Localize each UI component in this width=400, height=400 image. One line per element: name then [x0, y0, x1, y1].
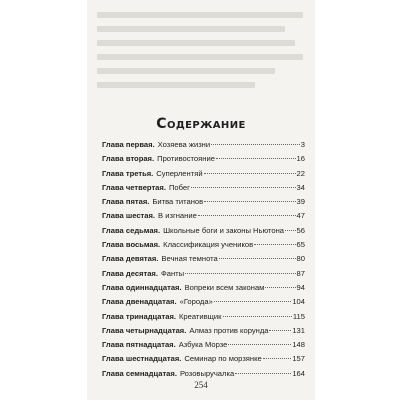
toc-chapter-title: Алмаз против корунда — [189, 325, 269, 335]
toc-chapter-label: Глава пятнадцатая. — [102, 340, 176, 350]
toc-leader-dots — [211, 144, 300, 145]
toc-chapter-label: Глава двенадцатая. — [102, 297, 177, 307]
show-through-line — [97, 68, 275, 74]
toc-entry — [102, 254, 305, 268]
toc-entry — [102, 297, 305, 311]
toc-chapter-label: Глава первая. — [102, 140, 155, 149]
toc-page-number: 115 — [292, 311, 305, 321]
toc-entry — [102, 197, 305, 211]
toc-entry — [102, 140, 305, 154]
toc-chapter-label: Глава девятая. — [102, 254, 159, 264]
toc-entry — [102, 169, 305, 183]
toc-entry — [102, 226, 305, 240]
toc-chapter-label: Глава восьмая. — [102, 240, 161, 250]
toc-page-number: 104 — [292, 297, 305, 307]
toc-chapter-label: Глава четырнадцатая. — [102, 325, 187, 335]
toc-page-number: 131 — [292, 325, 305, 335]
toc-leader-dots — [235, 373, 291, 374]
toc-leader-dots — [254, 244, 295, 245]
toc-title: Содержание — [156, 116, 246, 132]
toc-chapter-title: Фанты — [160, 268, 185, 278]
toc-page-number: 22 — [296, 168, 305, 178]
toc-chapter-label: Глава одиннадцатая. — [102, 282, 182, 292]
toc-chapter-label: Глава вторая. — [102, 154, 155, 164]
toc-entry — [102, 183, 305, 197]
toc-chapter-label: Глава тринадцатая. — [102, 311, 176, 321]
toc-chapter-title: Креативщик — [179, 311, 222, 321]
toc-leader-dots — [219, 258, 296, 259]
toc-chapter-title: Побег — [168, 182, 190, 192]
toc-chapter-title: Вечная темнота — [161, 254, 218, 264]
toc-page-number: 94 — [296, 282, 305, 292]
toc-page-number: 157 — [292, 354, 305, 364]
page-number: 254 — [194, 380, 208, 390]
toc-entry — [102, 283, 305, 297]
toc-chapter-label: Глава седьмая. — [102, 225, 161, 235]
toc-page-number: 164 — [292, 368, 305, 378]
toc-entry — [102, 154, 305, 168]
show-through-line — [97, 12, 303, 18]
toc-chapter-title: В изгнание — [158, 211, 197, 221]
toc-leader-dots — [265, 287, 295, 288]
toc-chapter-title: Хозяева жизни — [157, 140, 211, 149]
toc-page-number: 47 — [296, 211, 305, 221]
toc-leader-dots — [191, 187, 296, 188]
toc-leader-dots — [269, 330, 291, 331]
show-through-line — [97, 82, 255, 88]
toc-chapter-label: Глава четвертая. — [102, 182, 166, 192]
toc-leader-dots — [204, 173, 296, 174]
toc-list — [102, 140, 305, 383]
toc-page-number: 56 — [296, 225, 305, 235]
toc-page-number: 87 — [296, 268, 305, 278]
toc-entry — [102, 326, 305, 340]
toc-chapter-title: Розовыручалка — [179, 368, 235, 378]
show-through-line — [97, 26, 285, 32]
toc-page-number: 39 — [296, 197, 305, 207]
toc-leader-dots — [216, 158, 296, 159]
toc-leader-dots — [204, 201, 295, 202]
toc-page-number: 65 — [296, 240, 305, 250]
toc-page-number: 80 — [296, 254, 305, 264]
toc-entry — [102, 340, 305, 354]
toc-leader-dots — [198, 215, 296, 216]
toc-chapter-label: Глава шестая. — [102, 211, 156, 221]
toc-leader-dots — [223, 316, 292, 317]
toc-leader-dots — [228, 344, 291, 345]
toc-chapter-label: Глава семнадцатая. — [102, 368, 177, 378]
toc-page-number: 148 — [292, 340, 305, 350]
toc-chapter-title: Азбука Морзе — [178, 340, 228, 350]
toc-chapter-title: Противостояние — [157, 154, 215, 164]
toc-chapter-title: Классификация учеников — [163, 240, 254, 250]
toc-chapter-title: Вопреки всем законам — [184, 282, 265, 292]
toc-leader-dots — [285, 230, 296, 231]
toc-leader-dots — [214, 301, 292, 302]
toc-chapter-label: Глава десятая. — [102, 268, 158, 278]
toc-chapter-title: Битва титанов — [152, 197, 204, 207]
toc-leader-dots — [185, 273, 295, 274]
toc-entry — [102, 269, 305, 283]
toc-entry — [102, 240, 305, 254]
toc-chapter-title: Семинар по морзянке — [184, 354, 262, 364]
toc-entry — [102, 354, 305, 368]
toc-chapter-label: Глава пятая. — [102, 197, 150, 207]
toc-chapter-label: Глава третья. — [102, 168, 154, 178]
toc-page-number: 3 — [300, 140, 305, 149]
show-through-line — [97, 54, 303, 60]
toc-page-number: 16 — [296, 154, 305, 164]
toc-page-number: 34 — [296, 182, 305, 192]
show-through-line — [97, 40, 295, 46]
toc-entry — [102, 312, 305, 326]
toc-entry — [102, 211, 305, 225]
toc-chapter-title: Суперлентяй — [156, 168, 203, 178]
toc-chapter-title: «Города» — [179, 297, 213, 307]
toc-chapter-label: Глава шестнадцатая. — [102, 354, 182, 364]
toc-leader-dots — [263, 358, 292, 359]
toc-chapter-title: Школьные боги и законы Ньютона — [163, 225, 285, 235]
book-page — [87, 0, 315, 400]
